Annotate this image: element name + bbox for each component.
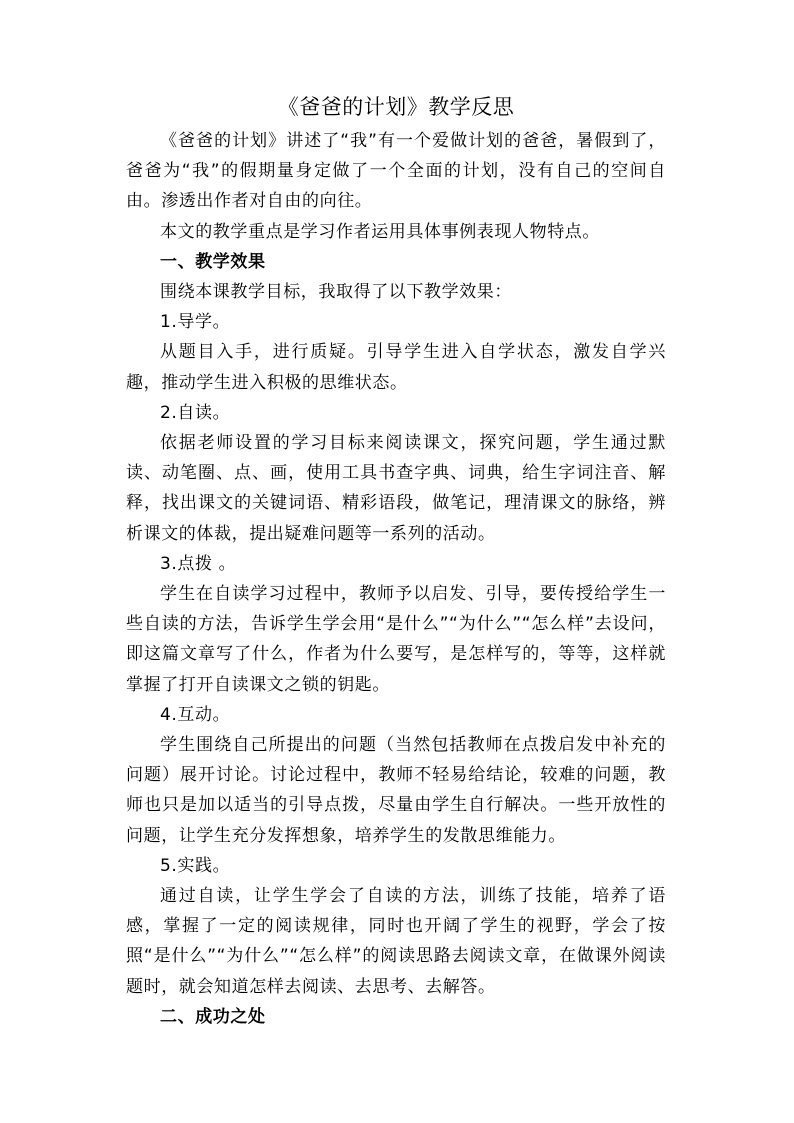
document-page bbox=[126, 92, 666, 1032]
page-title: 《爸爸的计划》教学反思 bbox=[277, 95, 515, 119]
paragraph: 《爸爸的计划》讲述了“我”有一个爱做计划的爸爸，暑假到了，爸爸为“我”的假期量身定做了一个全面的计划，没有自己的空间自由。渗透出作者对自由的向往。 bbox=[126, 131, 666, 212]
paragraph: 通过自读，让学生学会了自读的方法，训练了技能，培养了语感，掌握了一定的阅读规律，同时也开阔了学生的视野，学会了按照“是什么”“为什么”“怎么样”的阅读思路去阅读文章，在做课外阅读题时，就会知道怎样去阅读、去思考、去解答。 bbox=[126, 886, 666, 997]
paragraph: 本文的教学重点是学习作者运用具体事例表现人物特点。 bbox=[160, 221, 600, 242]
paragraph: 学生在自读学习过程中，教师予以启发、引导，要传授给学生一些自读的方法，告诉学生学会用“是什么”“为什么”“怎么样”去设问，即这篇文章写了什么，作者为什么要写，是怎样写的，等等，这样就掌握了打开自读课文之锁的钥匙。 bbox=[126, 584, 666, 695]
paragraph: 2.自读。 bbox=[160, 402, 231, 423]
paragraph: 围绕本课教学目标，我取得了以下教学效果： bbox=[160, 282, 512, 303]
section-heading: 一、教学效果 bbox=[160, 251, 266, 272]
section-heading: 二、成功之处 bbox=[160, 1006, 266, 1027]
paragraph: 3.点拨 。 bbox=[160, 553, 237, 574]
paragraph: 1.导学。 bbox=[160, 312, 231, 333]
paragraph: 学生围绕自己所提出的问题（当然包括教师在点拨启发中补充的问题）展开讨论。讨论过程中，教师不轻易给结论，较难的问题，教师也只是加以适当的引导点拨，尽量由学生自行解决。一些开放性的问题，让学生充分发挥想象，培养学生的发散思维能力。 bbox=[126, 735, 666, 846]
paragraph: 5.实践。 bbox=[160, 855, 231, 876]
document-body bbox=[126, 126, 666, 1032]
paragraph: 从题目入手，进行质疑。引导学生进入自学状态，激发自学兴趣，推动学生进入积极的思维状态。 bbox=[126, 342, 666, 393]
paragraph: 依据老师设置的学习目标来阅读课文，探究问题，学生通过默读、动笔圈、点、画，使用工具书查字典、词典，给生字词注音、解释，找出课文的关键词语、精彩语段，做笔记，理清课文的脉络，辨析课文的体裁，提出疑难问题等一系列的活动。 bbox=[126, 433, 666, 544]
paragraph: 4.互动。 bbox=[160, 704, 231, 725]
